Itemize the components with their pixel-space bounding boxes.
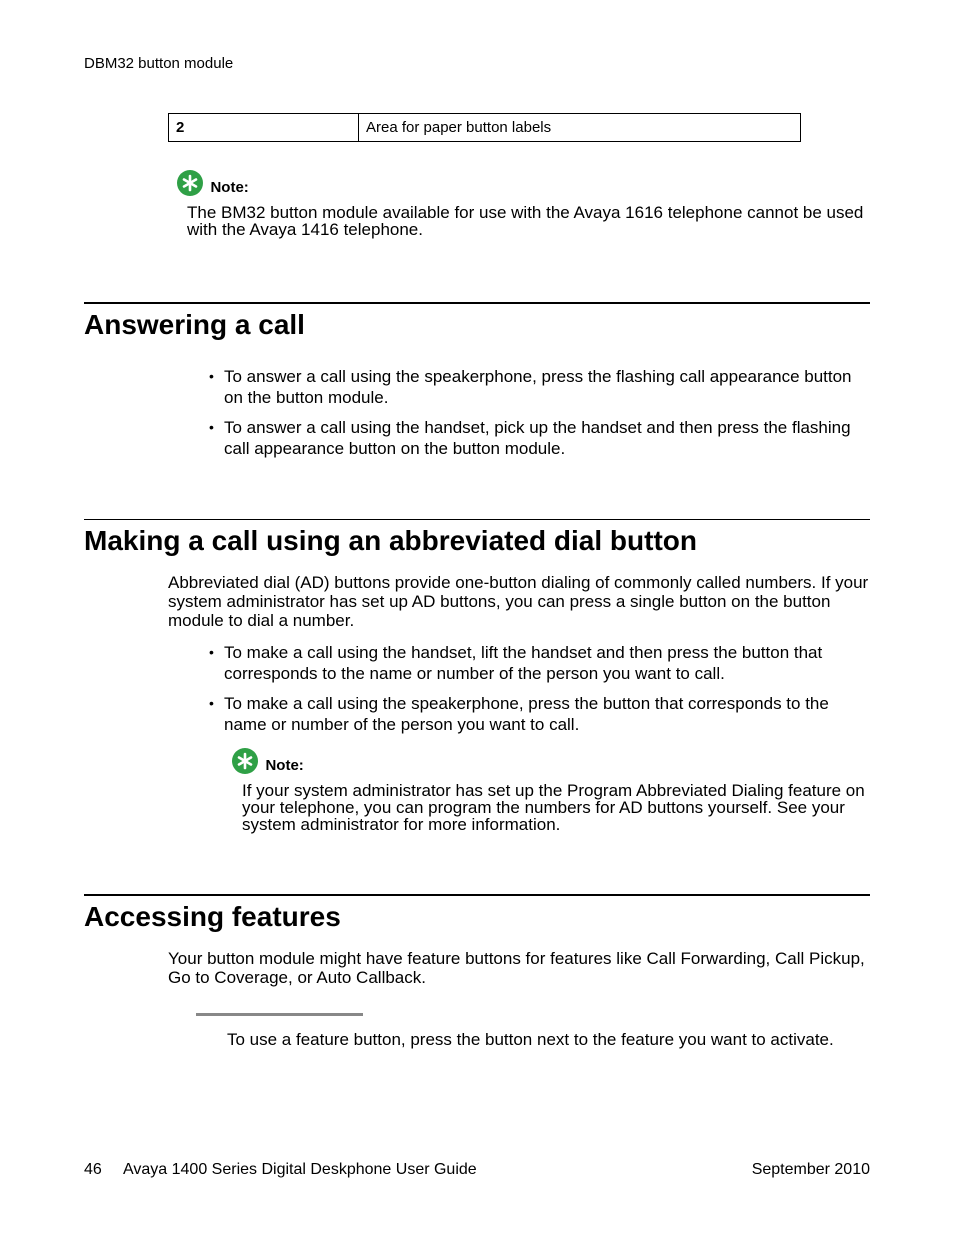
note-1-text: The BM32 button module available for use with the Avaya 1616 telephone cannot be used with the Avaya 1416 telephone. — [187, 203, 864, 239]
step-divider — [196, 1013, 363, 1016]
abbreviated-bullets — [209, 642, 874, 744]
specs-table — [168, 113, 801, 142]
table-row — [169, 114, 801, 142]
section-divider — [84, 894, 870, 896]
page-number: 46 — [84, 1161, 102, 1178]
list-item: • To make a call using the handset, lift the handset and then press the button that corresponds to the name or number of the person you want to call. — [209, 642, 874, 684]
note-label: Note: — [210, 179, 249, 197]
section-divider — [84, 519, 870, 520]
note-asterisk-icon — [232, 748, 258, 774]
abbreviated-intro: Abbreviated dial (AD) buttons provide one-button dialing of commonly called numbers. If your system administrator has set up AD buttons, you can press a single button on the button module to dial a number. — [168, 573, 869, 630]
list-item: • To answer a call using the speakerphone, press the flashing call appearance button on the button module. — [209, 366, 874, 408]
list-item: • To make a call using the speakerphone, press the button that corresponds to the name or number of the person you want to call. — [209, 693, 874, 735]
note-asterisk-icon — [177, 170, 203, 196]
section-title-answering: Answering a call — [84, 309, 305, 340]
note-1 — [177, 170, 249, 196]
features-intro: Your button module might have feature buttons for features like Call Forwarding, Call Pickup, Go to Coverage, or Auto Callback. — [168, 949, 865, 987]
answering-bullets — [209, 366, 874, 468]
section-title-abbreviated: Making a call using an abbreviated dial button — [84, 525, 697, 556]
list-item: • To answer a call using the handset, pick up the handset and then press the flashing call appearance button on the button module. — [209, 417, 874, 459]
table-cell-description: Area for paper button labels — [359, 114, 801, 142]
footer-doc-title: Avaya 1400 Series Digital Deskphone User Guide — [123, 1161, 477, 1178]
note-2-text: If your system administrator has set up the Program Abbreviated Dialing feature on your telephone, you can program the numbers for AD buttons yourself. See your system administrator for more information. — [242, 781, 865, 834]
table-cell-number: 2 — [169, 114, 359, 142]
running-header: DBM32 button module — [84, 55, 234, 72]
features-step: To use a feature button, press the button next to the feature you want to activate. — [227, 1030, 834, 1049]
footer-date: September 2010 — [751, 1161, 870, 1178]
section-divider — [84, 302, 870, 304]
note-label: Note: — [265, 757, 304, 775]
section-title-features: Accessing features — [84, 901, 341, 932]
note-2 — [232, 748, 304, 774]
